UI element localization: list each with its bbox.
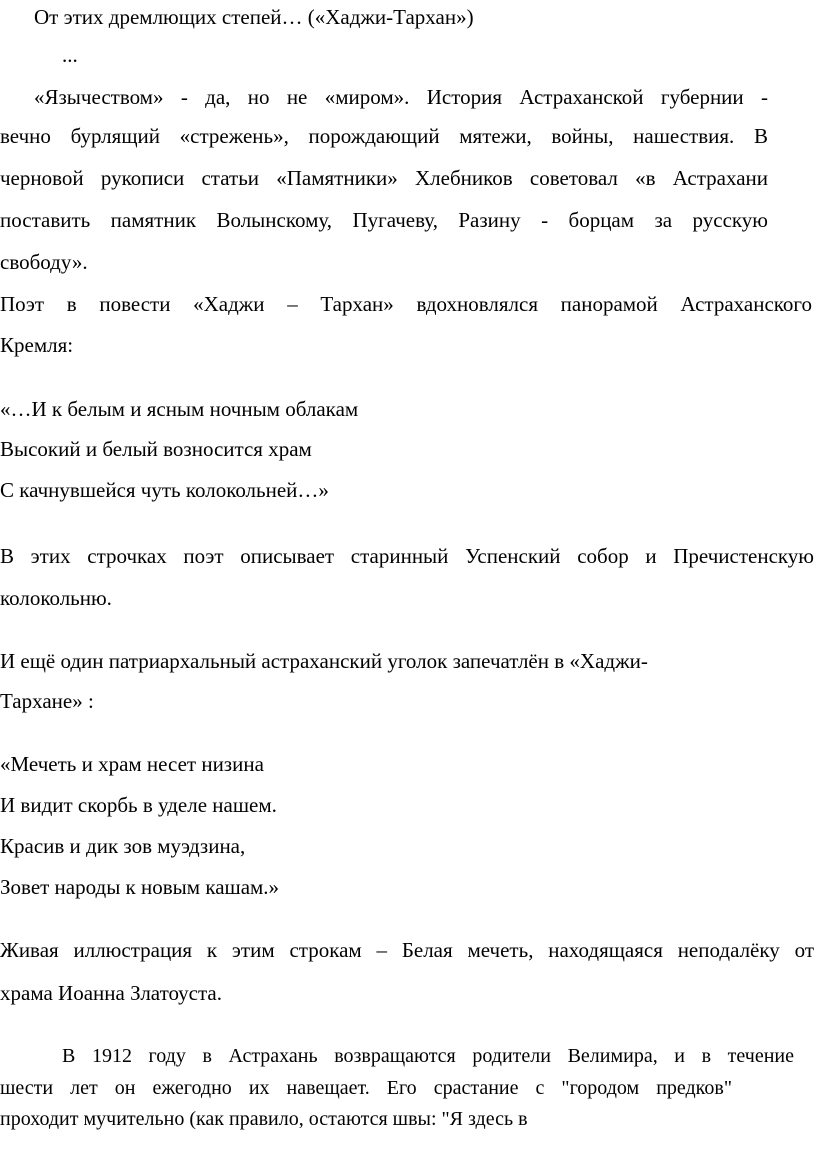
text-line: Живая иллюстрация к этим строкам – Белая мечеть, находящаяся неподалёку от <box>0 938 814 962</box>
text-line: Тархане» : <box>0 689 94 713</box>
text-line: храма Иоанна Златоуста. <box>0 981 222 1005</box>
verse-line: И видит скорбь в уделе нашем. <box>0 793 277 817</box>
verse-line: С качнувшейся чуть колокольней…» <box>0 478 329 502</box>
text-line: Кремля: <box>0 333 74 357</box>
text-line: «Язычеством» - да, но не «миром». История Астраханской губернии - <box>34 85 768 109</box>
text-line: Поэт в повести «Хаджи – Тархан» вдохновлялся панорамой Астраханского <box>0 292 812 316</box>
text-line: свободу». <box>0 250 88 274</box>
verse-line: «Мечеть и храм несет низина <box>0 752 264 776</box>
text-line: проходит мучительно (как правило, остаются швы: "Я здесь в <box>0 1108 528 1130</box>
text-line: В этих строчках поэт описывает старинный Успенский собор и Пречистенскую <box>0 544 814 568</box>
verse-line: «…И к белым и ясным ночным облакам <box>0 397 359 421</box>
text-line: колокольню. <box>0 586 112 610</box>
section-heading: От этих дремлющих степей… («Хаджи-Тархан») <box>34 5 474 29</box>
verse-line: Красив и дик зов муэдзина, <box>0 834 246 858</box>
verse-line: Высокий и белый возносится храм <box>0 437 312 461</box>
text-line: вечно бурлящий «стрежень», порождающий мятежи, войны, нашествия. В <box>0 124 768 148</box>
text-line: черновой рукописи статьи «Памятники» Хлебников советовал «в Астрахани <box>0 166 768 190</box>
text-line: И ещё один патриархальный астраханский уголок запечатлён в «Хаджи- <box>0 649 648 673</box>
ellipsis-line: ... <box>62 43 78 67</box>
text-line: поставить памятник Волынскому, Пугачеву, Разину - борцам за русскую <box>0 208 768 232</box>
verse-line: Зовет народы к новым кашам.» <box>0 875 280 899</box>
text-line: В 1912 году в Астрахань возвращаются родители Велимира, и в течение <box>62 1045 794 1067</box>
text-line: шести лет он ежегодно их навещает. Его срастание с "городом предков" <box>0 1077 732 1099</box>
